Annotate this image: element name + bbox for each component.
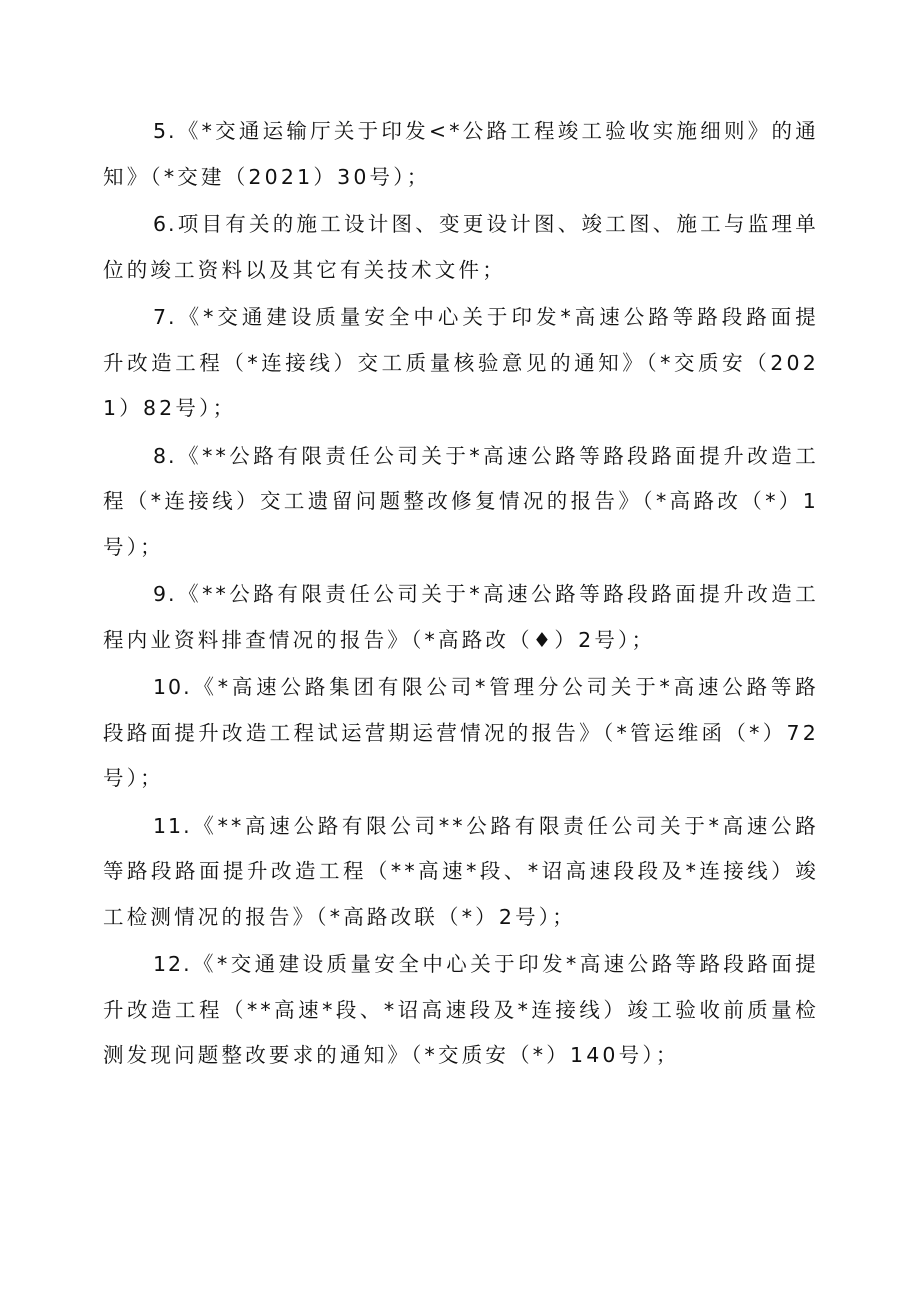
list-item-5 xyxy=(103,109,819,200)
list-item-6 xyxy=(103,202,819,293)
list-item-7 xyxy=(103,295,819,432)
item-number: 11 xyxy=(153,813,184,838)
list-item-12 xyxy=(103,942,819,1079)
item-number: 5 xyxy=(153,119,169,143)
item-text: .项目有关的施工设计图、变更设计图、竣工图、施工与监理单位的竣工资料以及其它有关技术文件； xyxy=(103,212,819,282)
list-item-8 xyxy=(103,434,819,571)
item-text: .《*高速公路集团有限公司*管理分公司关于*高速公路等路段路面提升改造工程试运营期运营情况的报告》（*管运维函（*）72号）； xyxy=(103,675,819,790)
list-item-11 xyxy=(103,804,819,941)
list-item-9 xyxy=(103,572,819,663)
item-text: .《**公路有限责任公司关于*高速公路等路段路面提升改造工程内业资料排查情况的报告》（*高路改（♦）2号）； xyxy=(103,582,819,652)
reference-list xyxy=(103,109,819,1081)
item-text: .《**高速公路有限公司**公路有限责任公司关于*高速公路等路段路面提升改造工程（**高速*段、*诏高速段段及*连接线）竣工检测情况的报告》（*高路改联（*）2号）； xyxy=(103,813,819,929)
item-number: 8 xyxy=(153,443,169,468)
item-number: 10 xyxy=(153,675,184,699)
item-number: 12 xyxy=(153,952,184,976)
item-text: .《*交通运输厅关于印发<*公路工程竣工验收实施细则》的通知》（*交建（2021）30号）； xyxy=(103,119,819,189)
item-number: 9 xyxy=(153,582,169,606)
list-item-10 xyxy=(103,665,819,802)
item-number: 6 xyxy=(153,212,169,236)
item-text: .《*交通建设质量安全中心关于印发*高速公路等路段路面提升改造工程（**高速*段、*诏高速段及*连接线）竣工验收前质量检测发现问题整改要求的通知》（*交质安（*）140号）； xyxy=(103,952,819,1067)
item-number: 7 xyxy=(153,305,169,329)
item-text: .《*交通建设质量安全中心关于印发*高速公路等路段路面提升改造工程（*连接线）交工质量核验意见的通知》（*交质安（2021）82号）； xyxy=(103,305,819,420)
item-text: .《**公路有限责任公司关于*高速公路等路段路面提升改造工程（*连接线）交工遗留问题整改修复情况的报告》（*高路改（*）1号）； xyxy=(103,443,819,559)
